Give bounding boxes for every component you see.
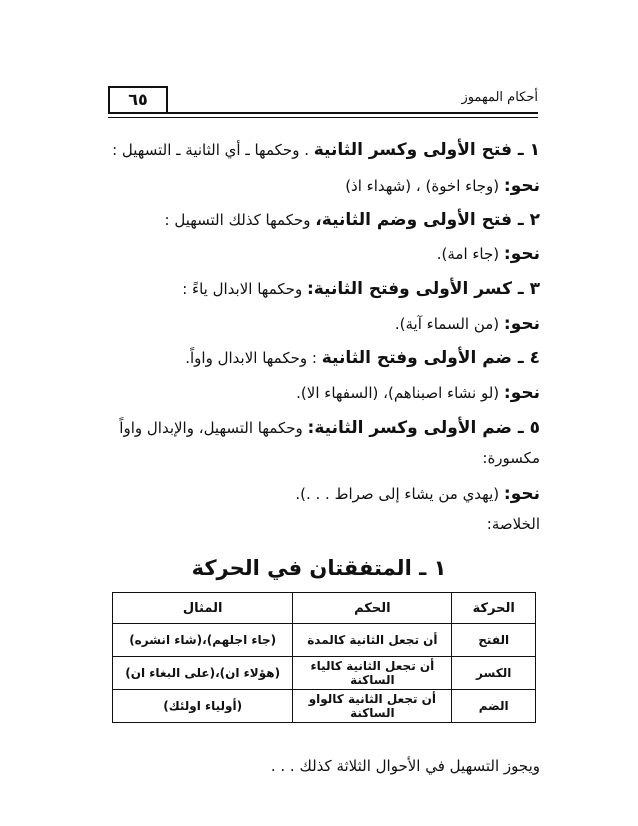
- line-text: وحكمها التسهيل، والإبدال واواً: [119, 419, 308, 437]
- line-text: وحكمها الابدال ياءً :: [182, 280, 307, 298]
- table-cell: الفتح: [452, 624, 536, 657]
- table-row: [113, 657, 536, 690]
- line-text: (من السماء آية).: [394, 315, 504, 333]
- section-title: ١ ـ المتفقتان في الحركة: [191, 556, 447, 580]
- line-text: (جاء امة).: [436, 245, 504, 263]
- column-header: الحكم: [293, 593, 452, 624]
- footer-note: ويجوز التسهيل في الأحوال الثلاثة كذلك . . .: [270, 757, 540, 775]
- text-line: [182, 279, 540, 299]
- column-header: الحركة: [452, 593, 536, 624]
- line-heading: نحو:: [503, 383, 540, 403]
- summary-table: [112, 592, 536, 723]
- text-line: [185, 348, 540, 368]
- line-text: (وجاء اخوة) ، (شهداء اذ): [345, 177, 504, 195]
- text-line: [345, 176, 540, 196]
- line-heading: نحو:: [503, 176, 540, 196]
- table-row: [113, 690, 536, 723]
- table-row: [113, 624, 536, 657]
- text-line: [295, 484, 540, 504]
- line-heading: نحو:: [503, 314, 540, 334]
- text-line: [119, 418, 540, 438]
- text-line: [482, 448, 540, 468]
- line-text: (يهدي من يشاء إلى صراط . . .).: [295, 485, 504, 503]
- table-cell: (هؤلاء ان)،(على البغاء ان): [113, 657, 293, 690]
- line-text: الخلاصة:: [486, 515, 540, 533]
- line-heading: نحو:: [503, 484, 540, 504]
- column-header: المثال: [113, 593, 293, 624]
- table-cell: الكسر: [452, 657, 536, 690]
- header-rule: [108, 112, 538, 114]
- table-header-row: [113, 593, 536, 624]
- table-cell: أن تجعل الثانية كالياء الساكنة: [293, 657, 452, 690]
- text-line: [487, 514, 540, 534]
- page-number: ٦٥: [108, 86, 168, 114]
- table-cell: (أولياء اولئك): [113, 690, 293, 723]
- header-rule-thin: [108, 117, 538, 118]
- line-heading: ٤ ـ ضم الأولى وفتح الثانية: [321, 348, 540, 368]
- page-header: [108, 86, 538, 114]
- text-line: [437, 244, 540, 264]
- line-text: : وحكمها الابدال واواً.: [185, 349, 322, 367]
- line-heading: ٥ ـ ضم الأولى وكسر الثانية:: [307, 418, 540, 438]
- text-line: [395, 314, 540, 334]
- line-heading: ٣ ـ كسر الأولى وفتح الثانية:: [306, 279, 540, 299]
- line-heading: نحو:: [503, 244, 540, 264]
- table-cell: أن تجعل الثانية كالمدة: [293, 624, 452, 657]
- line-text: وحكمها كذلك التسهيل :: [164, 211, 316, 229]
- table-cell: الضم: [452, 690, 536, 723]
- line-heading: ٢ ـ فتح الأولى وضم الثانية،: [315, 210, 540, 230]
- table-cell: (جاء اجلهم)،(شاء انشره): [113, 624, 293, 657]
- line-text: (لو نشاء اصبناهم)، (السفهاء الا).: [296, 384, 504, 402]
- line-heading: ١ ـ فتح الأولى وكسر الثانية: [313, 140, 540, 160]
- text-line: [165, 210, 540, 230]
- text-line: [296, 383, 540, 403]
- running-title: أحكام المهموز: [461, 90, 538, 105]
- text-line: [112, 140, 540, 160]
- line-text: . وحكمها ـ أي الثانية ـ التسهيل :: [112, 141, 314, 159]
- table-cell: أن تجعل الثانية كالواو الساكنة: [293, 690, 452, 723]
- line-text: مكسورة:: [482, 449, 540, 467]
